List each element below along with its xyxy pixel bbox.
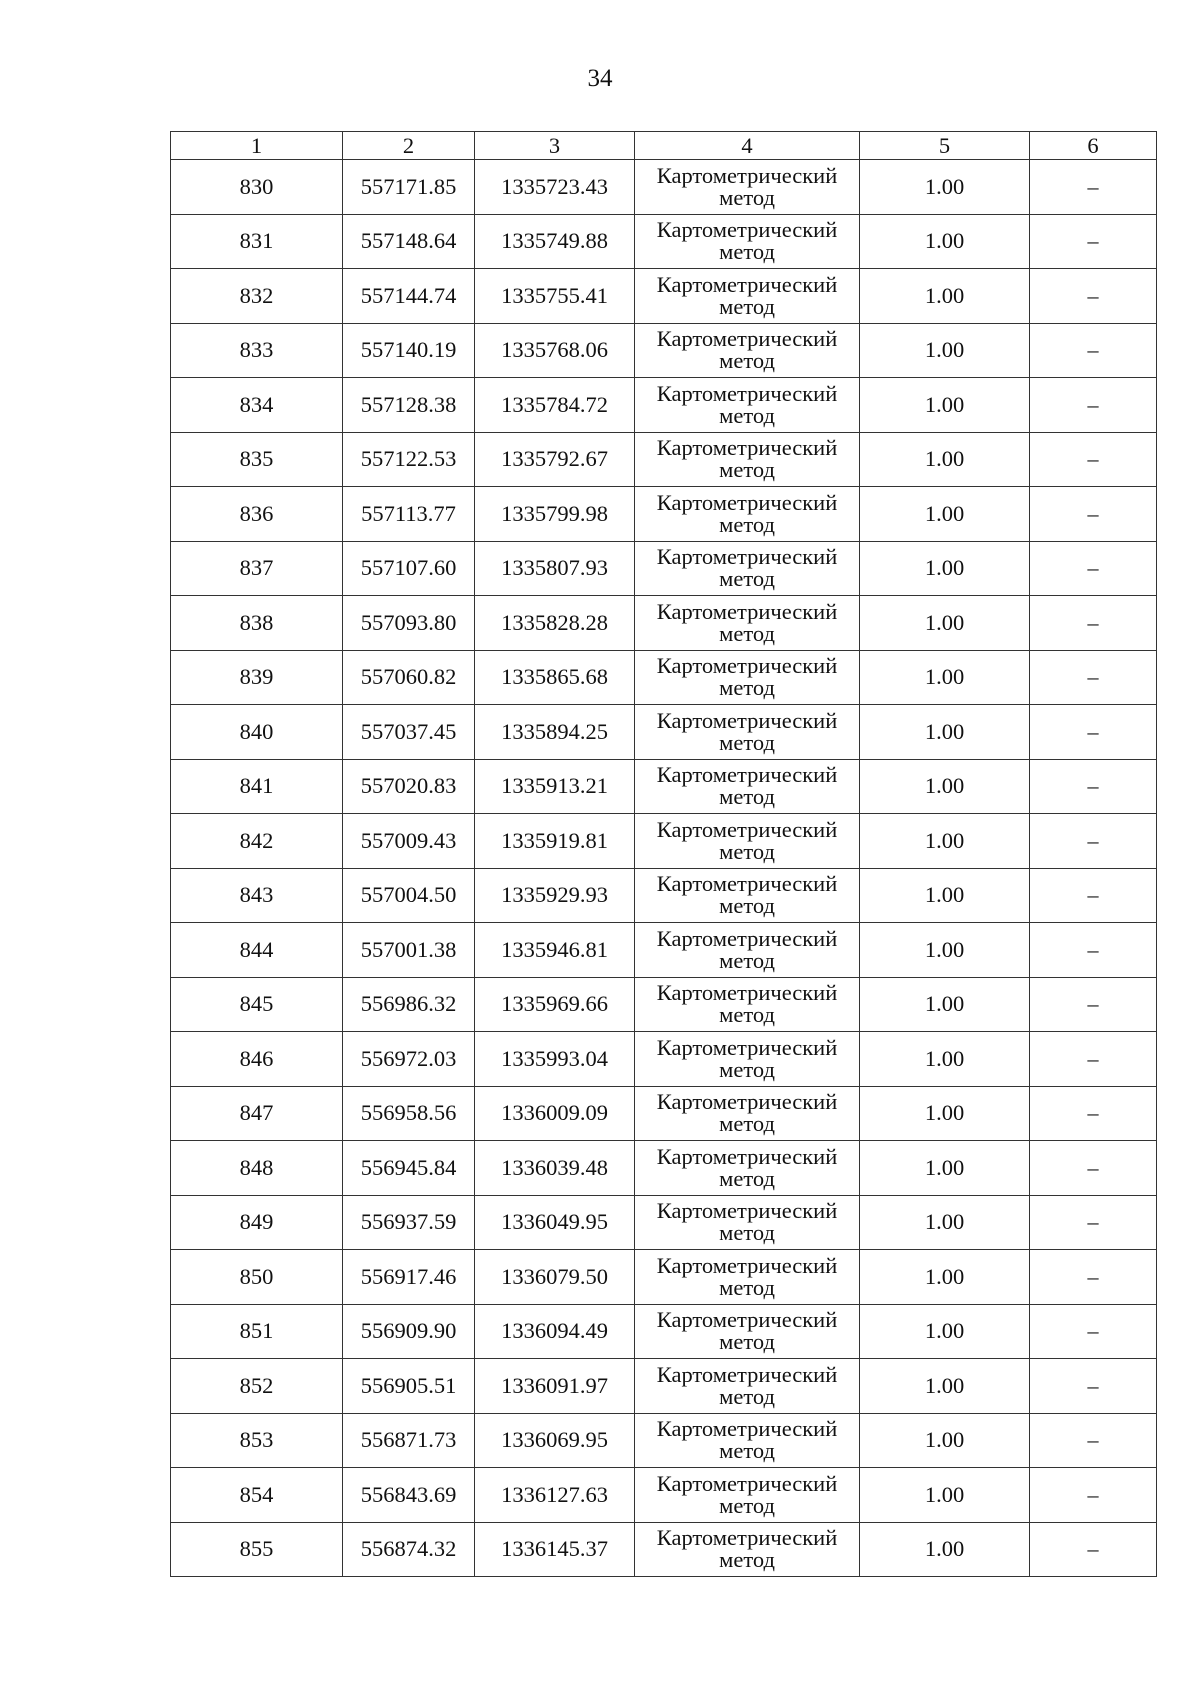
- point-number-cell: 841: [171, 759, 343, 814]
- method-cell: Картометрический метод: [635, 378, 860, 433]
- note-cell: –: [1030, 323, 1157, 378]
- y-coordinate-cell: 1336039.48: [475, 1141, 635, 1196]
- point-number-cell: 842: [171, 814, 343, 869]
- x-coordinate-cell: 557171.85: [343, 160, 475, 215]
- note-cell: –: [1030, 1522, 1157, 1577]
- point-number-cell: 851: [171, 1304, 343, 1359]
- method-cell: Картометрический метод: [635, 1413, 860, 1468]
- table-row: [171, 1359, 1157, 1414]
- x-coordinate-cell: 556986.32: [343, 977, 475, 1032]
- accuracy-cell: 1.00: [860, 977, 1030, 1032]
- table-row: [171, 1413, 1157, 1468]
- y-coordinate-cell: 1335768.06: [475, 323, 635, 378]
- table-row: [171, 432, 1157, 487]
- method-cell: Картометрический метод: [635, 759, 860, 814]
- y-coordinate-cell: 1335946.81: [475, 923, 635, 978]
- note-cell: –: [1030, 759, 1157, 814]
- x-coordinate-cell: 556909.90: [343, 1304, 475, 1359]
- note-cell: –: [1030, 1468, 1157, 1523]
- accuracy-cell: 1.00: [860, 378, 1030, 433]
- point-number-cell: 846: [171, 1032, 343, 1087]
- note-cell: –: [1030, 214, 1157, 269]
- point-number-cell: 855: [171, 1522, 343, 1577]
- accuracy-cell: 1.00: [860, 269, 1030, 324]
- table-row: [171, 541, 1157, 596]
- coordinates-table: [170, 131, 1157, 1577]
- column-header: 3: [475, 132, 635, 160]
- y-coordinate-cell: 1336094.49: [475, 1304, 635, 1359]
- table-row: [171, 160, 1157, 215]
- x-coordinate-cell: 556843.69: [343, 1468, 475, 1523]
- column-header: 6: [1030, 132, 1157, 160]
- point-number-cell: 845: [171, 977, 343, 1032]
- accuracy-cell: 1.00: [860, 705, 1030, 760]
- point-number-cell: 849: [171, 1195, 343, 1250]
- note-cell: –: [1030, 923, 1157, 978]
- x-coordinate-cell: 556874.32: [343, 1522, 475, 1577]
- point-number-cell: 847: [171, 1086, 343, 1141]
- column-header: 2: [343, 132, 475, 160]
- point-number-cell: 852: [171, 1359, 343, 1414]
- y-coordinate-cell: 1336009.09: [475, 1086, 635, 1141]
- method-cell: Картометрический метод: [635, 1195, 860, 1250]
- accuracy-cell: 1.00: [860, 1304, 1030, 1359]
- table-row: [171, 759, 1157, 814]
- table-row: [171, 596, 1157, 651]
- note-cell: –: [1030, 1195, 1157, 1250]
- accuracy-cell: 1.00: [860, 1250, 1030, 1305]
- accuracy-cell: 1.00: [860, 1141, 1030, 1196]
- note-cell: –: [1030, 1032, 1157, 1087]
- x-coordinate-cell: 557037.45: [343, 705, 475, 760]
- note-cell: –: [1030, 487, 1157, 542]
- x-coordinate-cell: 556917.46: [343, 1250, 475, 1305]
- point-number-cell: 839: [171, 650, 343, 705]
- note-cell: –: [1030, 1141, 1157, 1196]
- y-coordinate-cell: 1335894.25: [475, 705, 635, 760]
- y-coordinate-cell: 1335723.43: [475, 160, 635, 215]
- column-header: 1: [171, 132, 343, 160]
- table-row: [171, 705, 1157, 760]
- accuracy-cell: 1.00: [860, 214, 1030, 269]
- table-row: [171, 1468, 1157, 1523]
- method-cell: Картометрический метод: [635, 323, 860, 378]
- point-number-cell: 831: [171, 214, 343, 269]
- accuracy-cell: 1.00: [860, 323, 1030, 378]
- point-number-cell: 843: [171, 868, 343, 923]
- accuracy-cell: 1.00: [860, 923, 1030, 978]
- point-number-cell: 848: [171, 1141, 343, 1196]
- table-row: [171, 1086, 1157, 1141]
- y-coordinate-cell: 1335913.21: [475, 759, 635, 814]
- x-coordinate-cell: 556972.03: [343, 1032, 475, 1087]
- method-cell: Картометрический метод: [635, 1304, 860, 1359]
- point-number-cell: 850: [171, 1250, 343, 1305]
- accuracy-cell: 1.00: [860, 759, 1030, 814]
- method-cell: Картометрический метод: [635, 814, 860, 869]
- point-number-cell: 837: [171, 541, 343, 596]
- y-coordinate-cell: 1335755.41: [475, 269, 635, 324]
- accuracy-cell: 1.00: [860, 541, 1030, 596]
- y-coordinate-cell: 1335929.93: [475, 868, 635, 923]
- x-coordinate-cell: 557144.74: [343, 269, 475, 324]
- y-coordinate-cell: 1335969.66: [475, 977, 635, 1032]
- y-coordinate-cell: 1335865.68: [475, 650, 635, 705]
- note-cell: –: [1030, 541, 1157, 596]
- point-number-cell: 844: [171, 923, 343, 978]
- method-cell: Картометрический метод: [635, 1032, 860, 1087]
- note-cell: –: [1030, 378, 1157, 433]
- x-coordinate-cell: 556958.56: [343, 1086, 475, 1141]
- note-cell: –: [1030, 868, 1157, 923]
- point-number-cell: 840: [171, 705, 343, 760]
- method-cell: Картометрический метод: [635, 1086, 860, 1141]
- method-cell: Картометрический метод: [635, 269, 860, 324]
- point-number-cell: 854: [171, 1468, 343, 1523]
- note-cell: –: [1030, 1413, 1157, 1468]
- table-row: [171, 1304, 1157, 1359]
- table-row: [171, 1250, 1157, 1305]
- point-number-cell: 853: [171, 1413, 343, 1468]
- accuracy-cell: 1.00: [860, 650, 1030, 705]
- x-coordinate-cell: 557020.83: [343, 759, 475, 814]
- x-coordinate-cell: 557107.60: [343, 541, 475, 596]
- x-coordinate-cell: 557001.38: [343, 923, 475, 978]
- column-header: 5: [860, 132, 1030, 160]
- x-coordinate-cell: 556905.51: [343, 1359, 475, 1414]
- table-row: [171, 1032, 1157, 1087]
- note-cell: –: [1030, 1359, 1157, 1414]
- x-coordinate-cell: 556945.84: [343, 1141, 475, 1196]
- note-cell: –: [1030, 1250, 1157, 1305]
- y-coordinate-cell: 1336069.95: [475, 1413, 635, 1468]
- method-cell: Картометрический метод: [635, 541, 860, 596]
- accuracy-cell: 1.00: [860, 432, 1030, 487]
- y-coordinate-cell: 1335792.67: [475, 432, 635, 487]
- method-cell: Картометрический метод: [635, 977, 860, 1032]
- method-cell: Картометрический метод: [635, 487, 860, 542]
- point-number-cell: 832: [171, 269, 343, 324]
- table-header-row: [171, 132, 1157, 160]
- table-row: [171, 378, 1157, 433]
- accuracy-cell: 1.00: [860, 1195, 1030, 1250]
- x-coordinate-cell: 557148.64: [343, 214, 475, 269]
- note-cell: –: [1030, 432, 1157, 487]
- page-number: 34: [587, 65, 613, 92]
- method-cell: Картометрический метод: [635, 868, 860, 923]
- y-coordinate-cell: 1335749.88: [475, 214, 635, 269]
- x-coordinate-cell: 557140.19: [343, 323, 475, 378]
- method-cell: Картометрический метод: [635, 1141, 860, 1196]
- table-row: [171, 977, 1157, 1032]
- note-cell: –: [1030, 269, 1157, 324]
- note-cell: –: [1030, 596, 1157, 651]
- y-coordinate-cell: 1336091.97: [475, 1359, 635, 1414]
- y-coordinate-cell: 1335807.93: [475, 541, 635, 596]
- method-cell: Картометрический метод: [635, 214, 860, 269]
- y-coordinate-cell: 1335828.28: [475, 596, 635, 651]
- point-number-cell: 838: [171, 596, 343, 651]
- point-number-cell: 835: [171, 432, 343, 487]
- table-row: [171, 1141, 1157, 1196]
- table-body: [171, 160, 1157, 1577]
- method-cell: Картометрический метод: [635, 1250, 860, 1305]
- accuracy-cell: 1.00: [860, 487, 1030, 542]
- accuracy-cell: 1.00: [860, 1413, 1030, 1468]
- y-coordinate-cell: 1336145.37: [475, 1522, 635, 1577]
- accuracy-cell: 1.00: [860, 1468, 1030, 1523]
- table-row: [171, 814, 1157, 869]
- method-cell: Картометрический метод: [635, 1522, 860, 1577]
- y-coordinate-cell: 1335784.72: [475, 378, 635, 433]
- accuracy-cell: 1.00: [860, 814, 1030, 869]
- method-cell: Картометрический метод: [635, 432, 860, 487]
- accuracy-cell: 1.00: [860, 596, 1030, 651]
- method-cell: Картометрический метод: [635, 1359, 860, 1414]
- y-coordinate-cell: 1335993.04: [475, 1032, 635, 1087]
- note-cell: –: [1030, 814, 1157, 869]
- note-cell: –: [1030, 1304, 1157, 1359]
- method-cell: Картометрический метод: [635, 923, 860, 978]
- method-cell: Картометрический метод: [635, 1468, 860, 1523]
- point-number-cell: 834: [171, 378, 343, 433]
- note-cell: –: [1030, 160, 1157, 215]
- x-coordinate-cell: 557009.43: [343, 814, 475, 869]
- method-cell: Картометрический метод: [635, 705, 860, 760]
- accuracy-cell: 1.00: [860, 1086, 1030, 1141]
- point-number-cell: 833: [171, 323, 343, 378]
- accuracy-cell: 1.00: [860, 160, 1030, 215]
- x-coordinate-cell: 557060.82: [343, 650, 475, 705]
- method-cell: Картометрический метод: [635, 650, 860, 705]
- table-row: [171, 868, 1157, 923]
- accuracy-cell: 1.00: [860, 1359, 1030, 1414]
- x-coordinate-cell: 557128.38: [343, 378, 475, 433]
- column-header: 4: [635, 132, 860, 160]
- table-row: [171, 214, 1157, 269]
- table-row: [171, 269, 1157, 324]
- point-number-cell: 836: [171, 487, 343, 542]
- table-row: [171, 487, 1157, 542]
- x-coordinate-cell: 556871.73: [343, 1413, 475, 1468]
- method-cell: Картометрический метод: [635, 160, 860, 215]
- y-coordinate-cell: 1336127.63: [475, 1468, 635, 1523]
- x-coordinate-cell: 557113.77: [343, 487, 475, 542]
- x-coordinate-cell: 557122.53: [343, 432, 475, 487]
- note-cell: –: [1030, 1086, 1157, 1141]
- accuracy-cell: 1.00: [860, 1032, 1030, 1087]
- y-coordinate-cell: 1336049.95: [475, 1195, 635, 1250]
- accuracy-cell: 1.00: [860, 1522, 1030, 1577]
- table-row: [171, 1522, 1157, 1577]
- y-coordinate-cell: 1335799.98: [475, 487, 635, 542]
- y-coordinate-cell: 1335919.81: [475, 814, 635, 869]
- y-coordinate-cell: 1336079.50: [475, 1250, 635, 1305]
- x-coordinate-cell: 557093.80: [343, 596, 475, 651]
- x-coordinate-cell: 556937.59: [343, 1195, 475, 1250]
- table-row: [171, 923, 1157, 978]
- note-cell: –: [1030, 650, 1157, 705]
- accuracy-cell: 1.00: [860, 868, 1030, 923]
- table-row: [171, 650, 1157, 705]
- table-row: [171, 1195, 1157, 1250]
- point-number-cell: 830: [171, 160, 343, 215]
- method-cell: Картометрический метод: [635, 596, 860, 651]
- note-cell: –: [1030, 705, 1157, 760]
- x-coordinate-cell: 557004.50: [343, 868, 475, 923]
- note-cell: –: [1030, 977, 1157, 1032]
- table-row: [171, 323, 1157, 378]
